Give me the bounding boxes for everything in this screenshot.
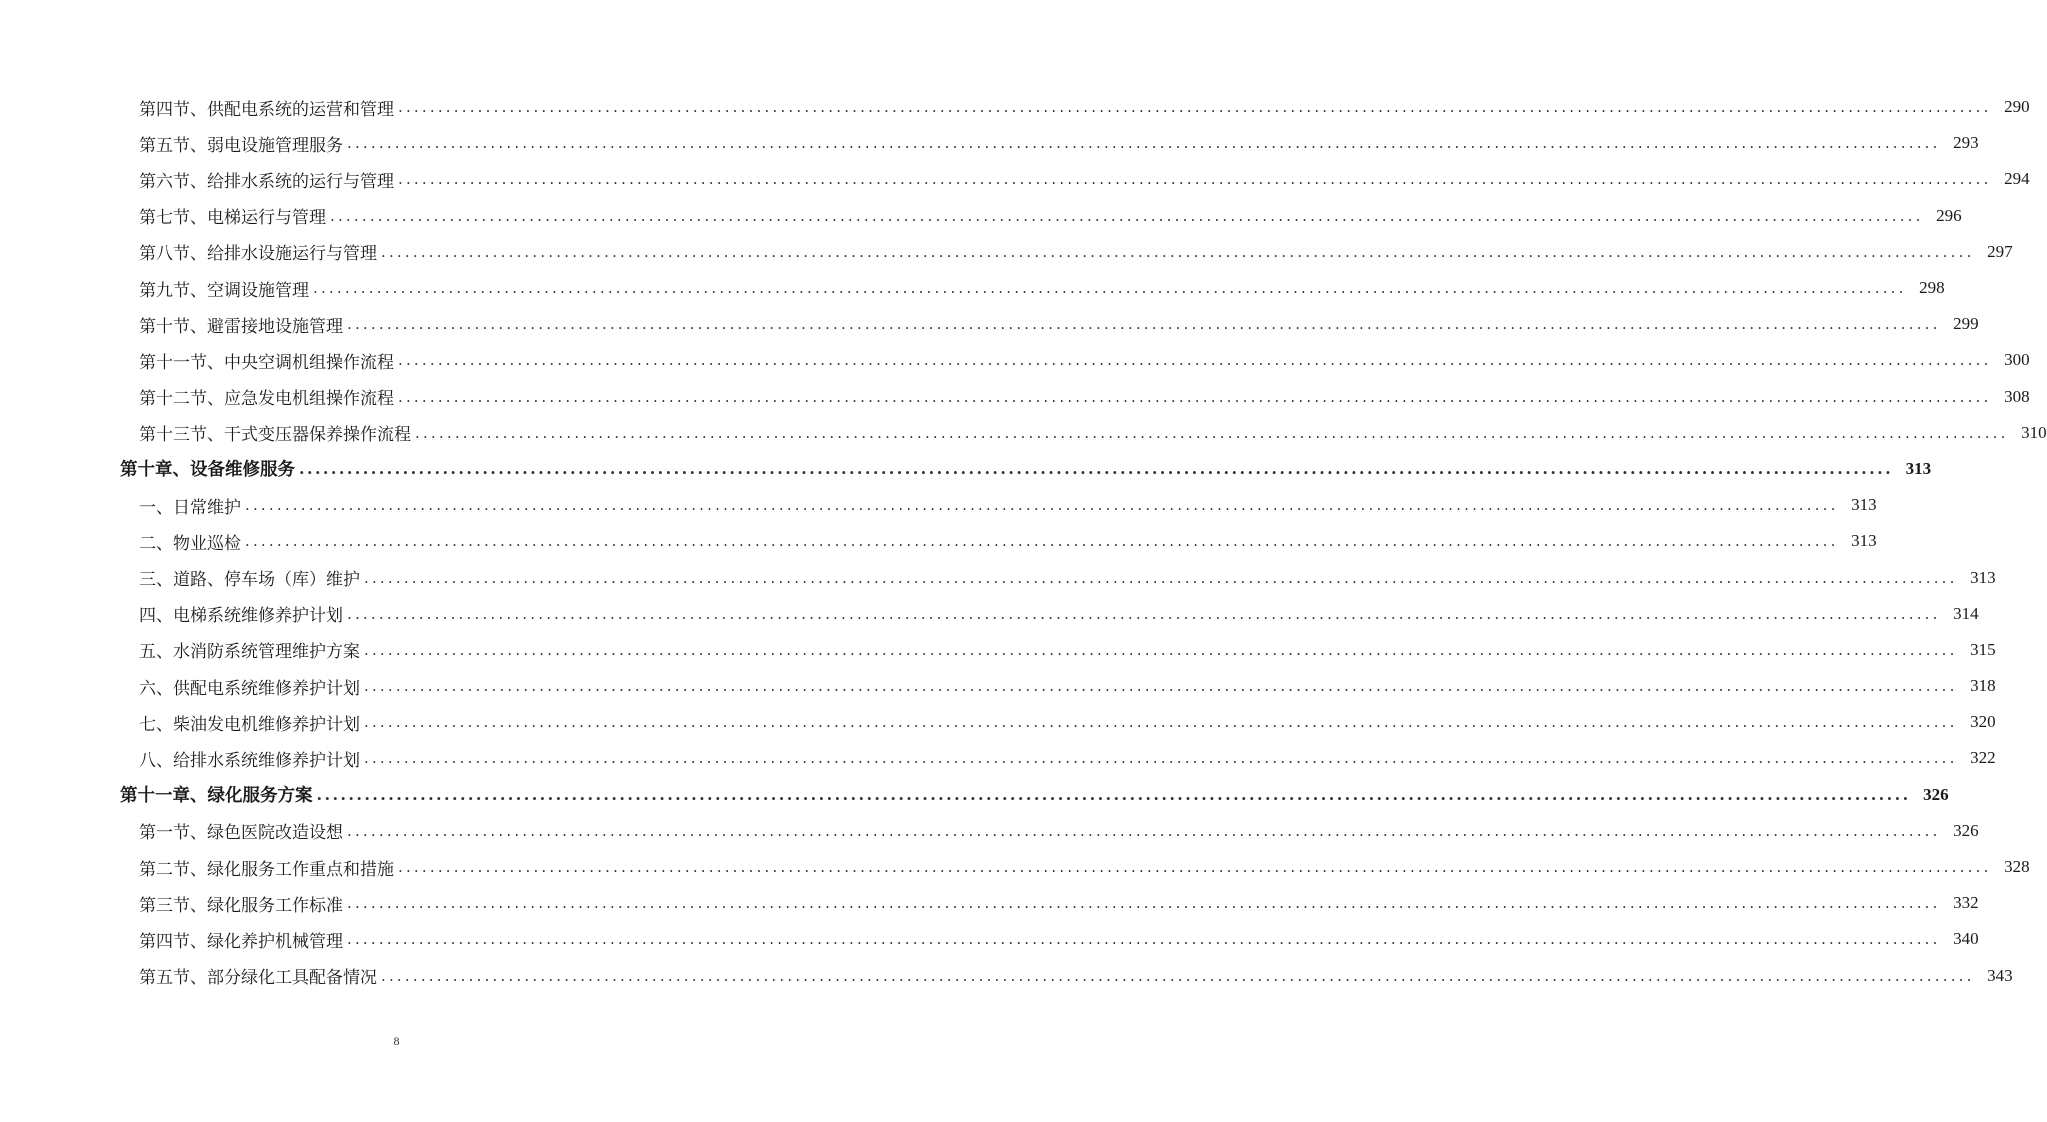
dot-leader: ........................................................................................................................................................................................................: [347, 134, 1941, 153]
dot-leader: ........................................................................................................................................................................................................: [364, 568, 1958, 587]
dot-leader: ........................................................................................................................................................................................................: [316, 785, 1911, 805]
toc-section-entry[interactable]: [0, 740, 1996, 776]
toc-section-entry[interactable]: [0, 415, 2047, 451]
toc-section-entry[interactable]: [0, 306, 1979, 342]
toc-entry-page: 294: [2004, 169, 2030, 189]
dot-leader: ........................................................................................................................................................................................................: [364, 749, 1958, 768]
toc-entry-page: 332: [1953, 893, 1979, 913]
toc-entry-title: 第十一章、绿化服务方案: [120, 786, 313, 807]
toc-entry-title: 五、水消防系统管理维护方案: [139, 642, 360, 663]
toc-section-entry[interactable]: [0, 632, 1996, 668]
toc-section-entry[interactable]: [0, 89, 2030, 125]
toc-entry-page: 322: [1970, 748, 1996, 768]
toc-entry-page: 314: [1953, 603, 1979, 623]
toc-chapter-entry[interactable]: [0, 777, 1949, 813]
toc-entry-page: 313: [1851, 531, 1877, 551]
toc-entry-page: 315: [1970, 639, 1996, 659]
toc-entry-page: 340: [1953, 929, 1979, 949]
toc-section-entry[interactable]: [0, 885, 1979, 921]
dot-leader: ........................................................................................................................................................................................................: [299, 459, 1894, 479]
dot-leader: ........................................................................................................................................................................................................: [245, 496, 1839, 515]
toc-entry-title: 七、柴油发电机维修养护计划: [139, 714, 360, 735]
toc-entry-page: 313: [1851, 495, 1877, 515]
toc-section-entry[interactable]: [0, 198, 1962, 234]
toc-section-entry[interactable]: [0, 958, 2013, 994]
toc-entry-title: 第二节、绿化服务工作重点和措施: [139, 859, 394, 880]
toc-entry-page: 296: [1936, 205, 1962, 225]
toc-entry-page: 293: [1953, 133, 1979, 153]
table-of-contents: [0, 89, 2047, 994]
toc-entry-title: 第一节、绿色医院改造设想: [139, 823, 343, 844]
dot-leader: ........................................................................................................................................................................................................: [347, 894, 1941, 913]
toc-entry-title: 第八节、给排水设施运行与管理: [139, 244, 377, 265]
toc-entry-page: 290: [2004, 97, 2030, 117]
toc-section-entry[interactable]: [0, 379, 2030, 415]
toc-section-entry[interactable]: [0, 270, 1945, 306]
toc-entry-title: 八、给排水系统维修养护计划: [139, 750, 360, 771]
toc-section-entry[interactable]: [0, 125, 1979, 161]
toc-entry-page: 298: [1919, 278, 1945, 298]
dot-leader: ........................................................................................................................................................................................................: [347, 315, 1941, 334]
toc-entry-title: 第十一节、中央空调机组操作流程: [139, 352, 394, 373]
toc-entry-title: 第四节、供配电系统的运营和管理: [139, 99, 394, 120]
toc-entry-title: 第十节、避雷接地设施管理: [139, 316, 343, 337]
dot-leader: ........................................................................................................................................................................................................: [364, 640, 1958, 659]
dot-leader: ........................................................................................................................................................................................................: [364, 713, 1958, 732]
toc-entry-title: 第五节、弱电设施管理服务: [139, 135, 343, 156]
dot-leader: ........................................................................................................................................................................................................: [398, 387, 1992, 406]
toc-section-entry[interactable]: [0, 596, 1979, 632]
toc-chapter-entry[interactable]: [0, 451, 1932, 487]
toc-entry-page: 313: [1905, 458, 1932, 478]
toc-entry-title: 第三节、绿化服务工作标准: [139, 895, 343, 916]
toc-entry-title: 四、电梯系统维修养护计划: [139, 606, 343, 627]
toc-entry-title: 第十章、设备维修服务: [120, 460, 295, 481]
toc-entry-page: 343: [1987, 965, 2013, 985]
toc-entry-page: 326: [1923, 784, 1949, 804]
toc-entry-page: 326: [1953, 820, 1979, 840]
toc-entry-page: 308: [2004, 386, 2030, 406]
toc-entry-title: 第十二节、应急发电机组操作流程: [139, 389, 394, 410]
toc-section-entry[interactable]: [0, 523, 1877, 559]
toc-section-entry[interactable]: [0, 813, 1979, 849]
toc-entry-page: 320: [1970, 712, 1996, 732]
toc-entry-page: 310: [2021, 422, 2047, 442]
dot-leader: ........................................................................................................................................................................................................: [398, 351, 1992, 370]
toc-section-entry[interactable]: [0, 849, 2030, 885]
dot-leader: ........................................................................................................................................................................................................: [415, 423, 2009, 442]
toc-entry-title: 第六节、给排水系统的运行与管理: [139, 171, 394, 192]
dot-leader: ........................................................................................................................................................................................................: [347, 604, 1941, 623]
toc-section-entry[interactable]: [0, 559, 1996, 595]
dot-leader: ........................................................................................................................................................................................................: [398, 170, 1992, 189]
toc-entry-title: 第七节、电梯运行与管理: [139, 208, 326, 229]
dot-leader: ........................................................................................................................................................................................................: [347, 821, 1941, 840]
toc-entry-title: 第九节、空调设施管理: [139, 280, 309, 301]
toc-entry-title: 第五节、部分绿化工具配备情况: [139, 968, 377, 989]
dot-leader: ........................................................................................................................................................................................................: [381, 966, 1975, 985]
page-number: 8: [393, 1034, 400, 1048]
dot-leader: ........................................................................................................................................................................................................: [381, 242, 1975, 261]
dot-leader: ........................................................................................................................................................................................................: [398, 858, 1992, 877]
toc-section-entry[interactable]: [0, 342, 2030, 378]
toc-section-entry[interactable]: [0, 668, 1996, 704]
dot-leader: ........................................................................................................................................................................................................: [330, 206, 1924, 225]
toc-entry-page: 300: [2004, 350, 2030, 370]
dot-leader: ........................................................................................................................................................................................................: [245, 532, 1839, 551]
toc-entry-page: 328: [2004, 857, 2030, 877]
toc-entry-page: 297: [1987, 241, 2013, 261]
toc-section-entry[interactable]: [0, 921, 1979, 957]
toc-entry-page: 299: [1953, 314, 1979, 334]
toc-entry-title: 第四节、绿化养护机械管理: [139, 931, 343, 952]
toc-entry-title: 六、供配电系统维修养护计划: [139, 678, 360, 699]
dot-leader: ........................................................................................................................................................................................................: [364, 677, 1958, 696]
toc-entry-page: 318: [1970, 676, 1996, 696]
toc-section-entry[interactable]: [0, 704, 1996, 740]
toc-entry-title: 三、道路、停车场（库）维护: [139, 570, 360, 591]
toc-section-entry[interactable]: [0, 161, 2030, 197]
toc-entry-title: 第十三节、干式变压器保养操作流程: [139, 425, 411, 446]
toc-section-entry[interactable]: [0, 487, 1877, 523]
dot-leader: ........................................................................................................................................................................................................: [347, 930, 1941, 949]
toc-entry-page: 313: [1970, 567, 1996, 587]
toc-section-entry[interactable]: [0, 234, 2013, 270]
dot-leader: ........................................................................................................................................................................................................: [398, 98, 1992, 117]
toc-entry-title: 一、日常维护: [139, 497, 241, 518]
toc-entry-title: 二、物业巡检: [139, 533, 241, 554]
dot-leader: ........................................................................................................................................................................................................: [313, 279, 1907, 298]
